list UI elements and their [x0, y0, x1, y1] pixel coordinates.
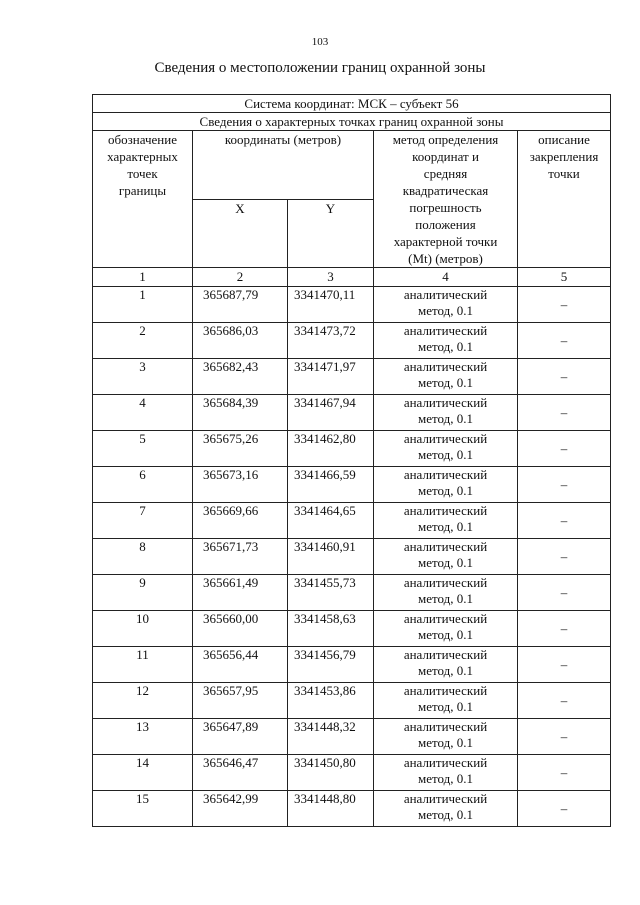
- coord-x: 365661,49: [193, 575, 288, 611]
- table-row: [93, 755, 611, 791]
- method-line-2: метод, 0.1: [418, 555, 473, 570]
- coord-x: 365686,03: [193, 323, 288, 359]
- table-row: [93, 395, 611, 431]
- table-row: [93, 467, 611, 503]
- method-cell: [374, 323, 518, 359]
- page-number: 103: [311, 36, 329, 48]
- method-line-1: аналитический: [403, 611, 488, 626]
- coord-x: 365647,89: [193, 719, 288, 755]
- fixing-description: –: [518, 791, 611, 827]
- fixing-description: –: [518, 575, 611, 611]
- coord-x: 365669,66: [193, 503, 288, 539]
- column-number: 4: [374, 268, 518, 287]
- method-cell: [374, 575, 518, 611]
- method-line-1: аналитический: [403, 647, 488, 662]
- point-number: 6: [93, 467, 193, 503]
- coord-y: 3341473,72: [288, 323, 374, 359]
- point-number: 14: [93, 755, 193, 791]
- fixing-description: –: [518, 503, 611, 539]
- table-row: [93, 575, 611, 611]
- fixing-description: –: [518, 287, 611, 323]
- method-line-1: аналитический: [403, 395, 488, 410]
- fixing-description: –: [518, 647, 611, 683]
- table-row: [93, 503, 611, 539]
- coord-y: 3341450,80: [288, 755, 374, 791]
- coord-y: 3341464,65: [288, 503, 374, 539]
- point-number: 15: [93, 791, 193, 827]
- point-number: 9: [93, 575, 193, 611]
- coord-y: 3341471,97: [288, 359, 374, 395]
- coord-x: 365642,99: [193, 791, 288, 827]
- column-number: 5: [518, 268, 611, 287]
- method-line-1: аналитический: [403, 719, 488, 734]
- coord-x: 365684,39: [193, 395, 288, 431]
- method-cell: [374, 467, 518, 503]
- point-number: 1: [93, 287, 193, 323]
- method-cell: [374, 539, 518, 575]
- method-line-1: аналитический: [403, 575, 488, 590]
- method-line-1: аналитический: [403, 791, 488, 806]
- fixing-description: –: [518, 539, 611, 575]
- point-number: 13: [93, 719, 193, 755]
- coord-y: 3341453,86: [288, 683, 374, 719]
- method-line-2: метод, 0.1: [418, 771, 473, 786]
- method-cell: [374, 359, 518, 395]
- boundary-points-table: [92, 94, 611, 827]
- method-cell: [374, 611, 518, 647]
- coord-x: 365673,16: [193, 467, 288, 503]
- method-line-1: аналитический: [403, 431, 488, 446]
- method-line-1: аналитический: [403, 359, 488, 374]
- method-line-2: метод, 0.1: [418, 591, 473, 606]
- column-number: 2: [193, 268, 288, 287]
- point-number: 3: [93, 359, 193, 395]
- table-row: [93, 431, 611, 467]
- table-caption: Сведения о характерных точках границ охранной зоны: [93, 113, 611, 131]
- point-number: 7: [93, 503, 193, 539]
- method-line-2: метод, 0.1: [418, 807, 473, 822]
- table-row: [93, 611, 611, 647]
- fixing-description: –: [518, 755, 611, 791]
- method-cell: [374, 431, 518, 467]
- point-number: 10: [93, 611, 193, 647]
- coord-x: 365682,43: [193, 359, 288, 395]
- header-method: метод определения координат и средняя квадратическая погрешность положения характерной точки (Mt) (метров): [374, 131, 518, 268]
- method-line-1: аналитический: [403, 683, 488, 698]
- method-line-2: метод, 0.1: [418, 483, 473, 498]
- column-number: 3: [288, 268, 374, 287]
- table-row: [93, 791, 611, 827]
- method-line-2: метод, 0.1: [418, 735, 473, 750]
- coord-x: 365657,95: [193, 683, 288, 719]
- method-cell: [374, 647, 518, 683]
- coord-y: 3341448,32: [288, 719, 374, 755]
- coord-y: 3341458,63: [288, 611, 374, 647]
- method-line-1: аналитический: [403, 287, 488, 302]
- coord-y: 3341460,91: [288, 539, 374, 575]
- point-number: 2: [93, 323, 193, 359]
- coord-y: 3341448,80: [288, 791, 374, 827]
- table-row: [93, 539, 611, 575]
- coord-x: 365687,79: [193, 287, 288, 323]
- coord-x: 365660,00: [193, 611, 288, 647]
- table-row: [93, 323, 611, 359]
- coord-y: 3341466,59: [288, 467, 374, 503]
- point-number: 8: [93, 539, 193, 575]
- method-cell: [374, 683, 518, 719]
- method-line-2: метод, 0.1: [418, 519, 473, 534]
- method-line-2: метод, 0.1: [418, 303, 473, 318]
- method-cell: [374, 755, 518, 791]
- method-line-2: метод, 0.1: [418, 411, 473, 426]
- coord-y: 3341467,94: [288, 395, 374, 431]
- method-line-2: метод, 0.1: [418, 699, 473, 714]
- method-line-1: аналитический: [403, 467, 488, 482]
- fixing-description: –: [518, 719, 611, 755]
- method-line-2: метод, 0.1: [418, 339, 473, 354]
- coordinate-system-label: Система координат: МСК – субъект 56: [93, 95, 611, 113]
- table-row: [93, 359, 611, 395]
- header-description: описание закрепления точки: [518, 131, 611, 268]
- coord-x: 365656,44: [193, 647, 288, 683]
- coord-x: 365646,47: [193, 755, 288, 791]
- table-row: [93, 647, 611, 683]
- header-x: X: [193, 199, 288, 268]
- column-number: 1: [93, 268, 193, 287]
- fixing-description: –: [518, 359, 611, 395]
- page-title: Сведения о местоположении границ охранной зоны: [154, 60, 486, 76]
- fixing-description: –: [518, 395, 611, 431]
- header-coordinates: координаты (метров): [193, 131, 374, 200]
- method-line-1: аналитический: [403, 539, 488, 554]
- point-number: 4: [93, 395, 193, 431]
- method-line-2: метод, 0.1: [418, 663, 473, 678]
- method-cell: [374, 791, 518, 827]
- method-line-1: аналитический: [403, 503, 488, 518]
- table-row: [93, 683, 611, 719]
- coord-x: 365675,26: [193, 431, 288, 467]
- column-number-row: [93, 268, 611, 287]
- point-number: 11: [93, 647, 193, 683]
- coord-y: 3341462,80: [288, 431, 374, 467]
- coord-y: 3341470,11: [288, 287, 374, 323]
- fixing-description: –: [518, 611, 611, 647]
- header-y: Y: [288, 199, 374, 268]
- table-row: [93, 719, 611, 755]
- coord-x: 365671,73: [193, 539, 288, 575]
- method-cell: [374, 503, 518, 539]
- header-designation: обозначение характерных точек границы: [93, 131, 193, 268]
- coord-y: 3341455,73: [288, 575, 374, 611]
- fixing-description: –: [518, 431, 611, 467]
- table-row: [93, 287, 611, 323]
- fixing-description: –: [518, 323, 611, 359]
- method-line-2: метод, 0.1: [418, 627, 473, 642]
- fixing-description: –: [518, 467, 611, 503]
- method-line-2: метод, 0.1: [418, 375, 473, 390]
- method-line-1: аналитический: [403, 755, 488, 770]
- point-number: 12: [93, 683, 193, 719]
- coord-y: 3341456,79: [288, 647, 374, 683]
- method-line-2: метод, 0.1: [418, 447, 473, 462]
- point-number: 5: [93, 431, 193, 467]
- method-cell: [374, 395, 518, 431]
- method-cell: [374, 287, 518, 323]
- method-cell: [374, 719, 518, 755]
- method-line-1: аналитический: [403, 323, 488, 338]
- fixing-description: –: [518, 683, 611, 719]
